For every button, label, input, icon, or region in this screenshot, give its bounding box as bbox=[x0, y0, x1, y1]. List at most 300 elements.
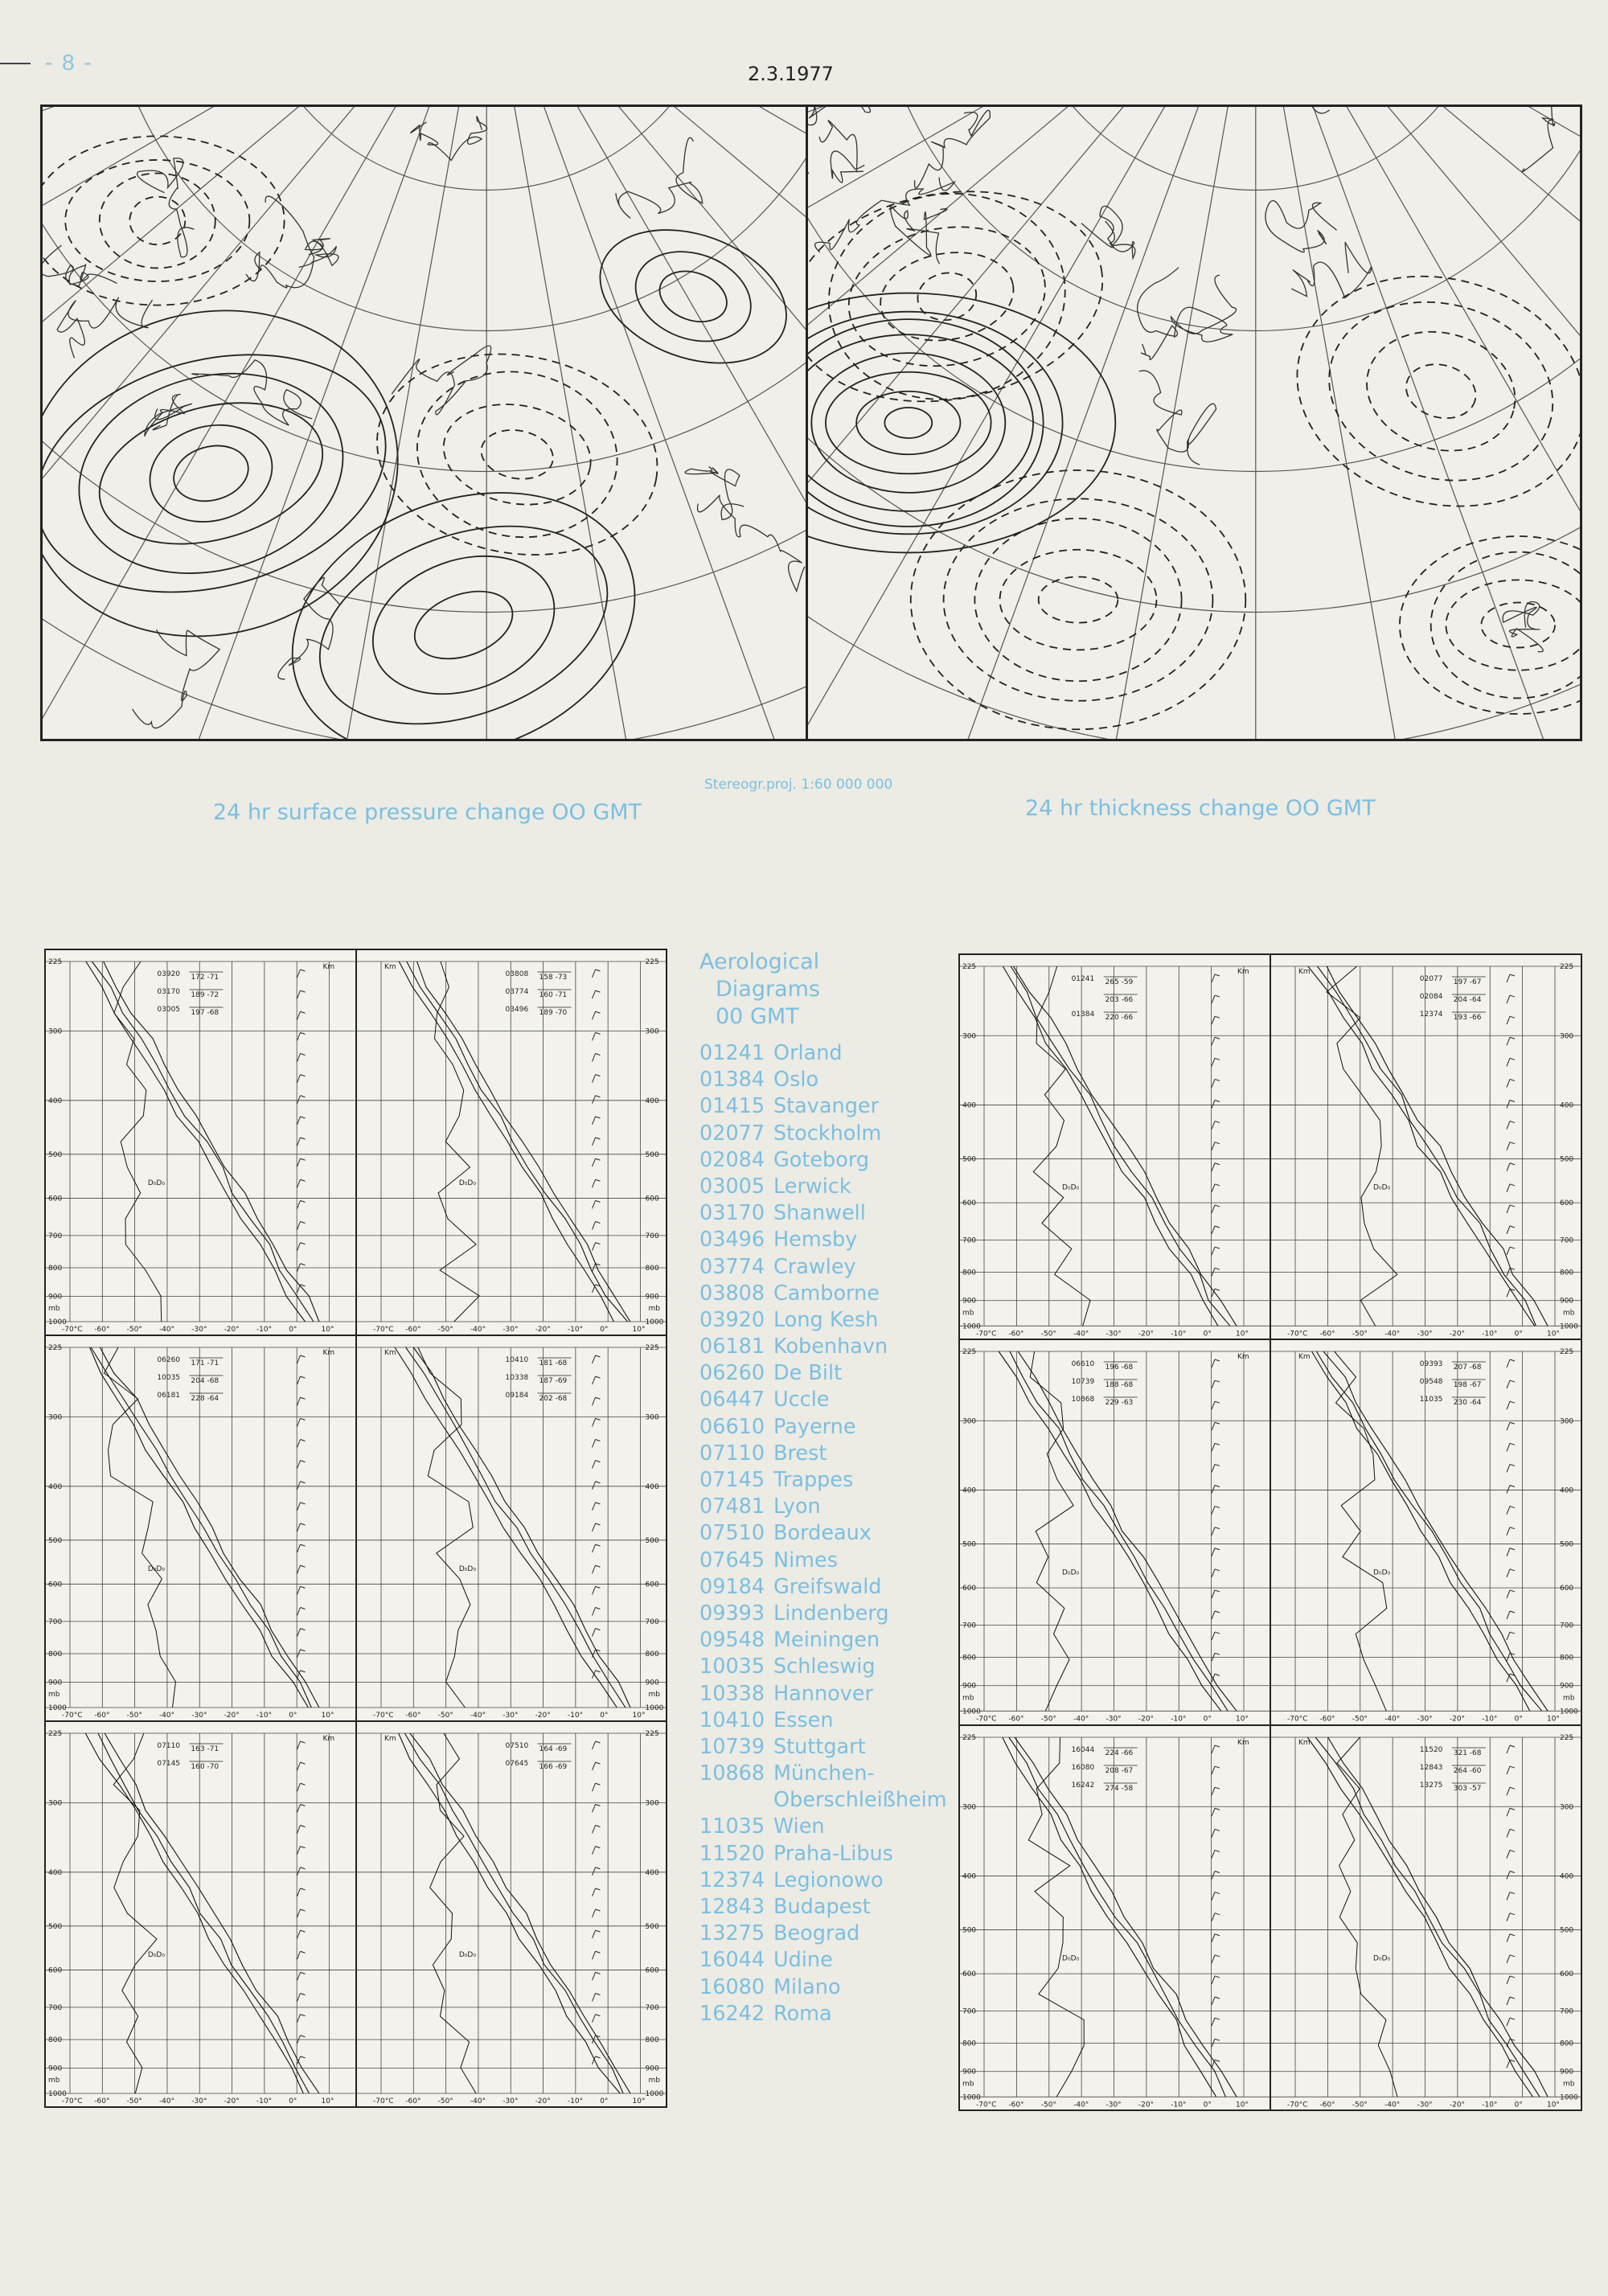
diagram-wind-value: 220 -66 bbox=[1105, 1013, 1134, 1022]
pressure-label: 700 bbox=[1559, 1622, 1574, 1630]
temperature-label: -20° bbox=[1138, 1715, 1155, 1724]
km-label: Km bbox=[384, 1735, 396, 1743]
diagram-station-code: 03774 bbox=[505, 988, 528, 996]
station-entry bbox=[699, 1654, 957, 1680]
pressure-label: 600 bbox=[962, 1970, 977, 1978]
diagram-wind-value: 181 -68 bbox=[539, 1359, 567, 1367]
pressure-label: 225 bbox=[645, 1344, 659, 1352]
pressure-label: 225 bbox=[1559, 1733, 1574, 1742]
station-name: Long Kesh bbox=[773, 1307, 879, 1332]
temperature-label: 10° bbox=[632, 1712, 645, 1720]
diagram-plot bbox=[46, 1336, 355, 1720]
diagram-wind-value: 265 -59 bbox=[1105, 978, 1134, 986]
km-label: Km bbox=[384, 963, 396, 971]
station-code: 06260 bbox=[699, 1361, 765, 1386]
pressure-unit-label: mb bbox=[1562, 1309, 1575, 1318]
pressure-label: 900 bbox=[48, 1293, 63, 1302]
pressure-label: 1000 bbox=[645, 1318, 663, 1326]
station-name: Nimes bbox=[773, 1548, 838, 1572]
diagram-station-code: 07645 bbox=[505, 1760, 528, 1768]
station-entry bbox=[699, 1093, 957, 1120]
pressure-unit-label: mb bbox=[1562, 2079, 1575, 2088]
diagram-station-code: 09393 bbox=[1419, 1360, 1443, 1369]
station-name: Uccle bbox=[773, 1388, 830, 1412]
station-code: 10868 bbox=[699, 1761, 765, 1786]
station-name: Hannover bbox=[773, 1681, 873, 1706]
station-entry bbox=[699, 1040, 957, 1067]
pressure-label: 700 bbox=[645, 1232, 659, 1240]
dew-point-label: D₀D₀ bbox=[1062, 1954, 1080, 1962]
diagram-station-code: 16242 bbox=[1071, 1781, 1095, 1790]
temperature-label: -70°C bbox=[372, 1712, 393, 1720]
station-name: Beograd bbox=[773, 1921, 860, 1946]
diagram-plot bbox=[46, 950, 355, 1335]
diagram-station-code: 06181 bbox=[157, 1392, 181, 1400]
station-entry bbox=[699, 1494, 957, 1520]
station-name: Goteborg bbox=[773, 1147, 870, 1172]
temperature-label: -30° bbox=[1106, 1715, 1122, 1724]
pressure-label: 700 bbox=[645, 2003, 659, 2012]
pressure-label: 400 bbox=[645, 1482, 659, 1491]
diagram-wind-value: 274 -58 bbox=[1105, 1784, 1134, 1793]
diagram-station-code: 09184 bbox=[505, 1392, 528, 1400]
pressure-label: 1000 bbox=[645, 2090, 663, 2098]
pressure-label: 800 bbox=[645, 2036, 659, 2044]
station-entry bbox=[699, 1814, 957, 1840]
aerological-diagram bbox=[958, 1724, 1271, 2111]
station-code: 12843 bbox=[699, 1895, 765, 1920]
temperature-label: -70°C bbox=[62, 1326, 83, 1334]
station-entry bbox=[699, 1147, 957, 1174]
station-entry bbox=[699, 1307, 957, 1334]
temperature-label: -60° bbox=[94, 1326, 110, 1334]
pressure-label: 300 bbox=[48, 1799, 63, 1808]
diagram-station-code: 16044 bbox=[1071, 1745, 1095, 1754]
station-name: Wien bbox=[773, 1814, 825, 1839]
temperature-label: 10° bbox=[321, 1326, 334, 1334]
temperature-label: -40° bbox=[1384, 1715, 1401, 1724]
temperature-label: 10° bbox=[1235, 1330, 1249, 1339]
pressure-label: 500 bbox=[1559, 1155, 1574, 1164]
pressure-label: 400 bbox=[962, 1101, 977, 1110]
station-entry bbox=[699, 1734, 957, 1761]
diagram-wind-value: 160 -70 bbox=[191, 1763, 219, 1771]
diagram-wind-value: 197 -67 bbox=[1453, 978, 1482, 986]
temperature-label: -30° bbox=[502, 1326, 518, 1334]
temperature-label: -30° bbox=[1417, 1715, 1433, 1724]
dew-point-label: D₀D₀ bbox=[458, 1950, 476, 1959]
diagram-wind-value: 224 -66 bbox=[1105, 1749, 1134, 1757]
temperature-label: -60° bbox=[94, 2097, 110, 2105]
station-entry bbox=[699, 1841, 957, 1868]
diagram-wind-value: 303 -57 bbox=[1453, 1784, 1482, 1793]
station-name: Meiningen bbox=[773, 1628, 880, 1653]
temperature-label: -60° bbox=[404, 1326, 421, 1334]
station-code: 03496 bbox=[699, 1228, 765, 1253]
temperature-label: -50° bbox=[126, 1326, 142, 1334]
station-name: Stockholm bbox=[773, 1121, 882, 1146]
station-entry bbox=[699, 1227, 957, 1253]
pressure-label: 900 bbox=[1559, 1683, 1574, 1691]
surface-pressure-change-map bbox=[40, 105, 810, 741]
diagram-station-code: 03808 bbox=[505, 970, 528, 978]
legend-title-line2: Diagrams bbox=[716, 977, 820, 1002]
station-name: Camborne bbox=[773, 1281, 880, 1306]
temperature-label: 0° bbox=[289, 1326, 297, 1334]
pressure-label: 700 bbox=[48, 2003, 63, 2012]
station-name: Oslo bbox=[773, 1068, 819, 1093]
station-legend bbox=[699, 949, 957, 2027]
pressure-label: 1000 bbox=[48, 1318, 67, 1326]
pressure-label: 300 bbox=[962, 1417, 977, 1426]
station-code: 01415 bbox=[699, 1094, 765, 1119]
pressure-label: 225 bbox=[645, 1730, 659, 1738]
station-name: Hemsby bbox=[773, 1228, 858, 1253]
diagram-wind-value: 264 -60 bbox=[1453, 1766, 1482, 1775]
page-number: - 8 - bbox=[45, 50, 93, 75]
station-code: 09393 bbox=[699, 1601, 765, 1626]
aerological-diagrams-left bbox=[44, 949, 666, 2106]
temperature-label: -20° bbox=[1449, 2100, 1466, 2109]
station-entry bbox=[699, 1441, 957, 1467]
temperature-label: -40° bbox=[470, 1712, 486, 1720]
diagram-station-code: 02077 bbox=[1419, 974, 1443, 983]
pressure-unit-label: mb bbox=[648, 1305, 660, 1313]
diagram-wind-value: 189 -70 bbox=[539, 1009, 567, 1017]
pressure-label: 400 bbox=[1559, 1872, 1574, 1881]
dew-point-label: D₀D₀ bbox=[1373, 1183, 1391, 1192]
temperature-label: -60° bbox=[404, 1712, 421, 1720]
pressure-label: 400 bbox=[962, 1486, 977, 1495]
dew-point-label: D₀D₀ bbox=[147, 1179, 165, 1187]
temperature-label: 0° bbox=[289, 2097, 297, 2105]
diagram-station-code: 06260 bbox=[157, 1356, 181, 1364]
station-code: 07510 bbox=[699, 1521, 765, 1546]
temperature-label: -70°C bbox=[62, 2097, 83, 2105]
station-code: 16044 bbox=[699, 1948, 765, 1973]
page-date: 2.3.1977 bbox=[748, 63, 834, 85]
aerological-diagram bbox=[1270, 1724, 1582, 2111]
station-name: Brest bbox=[773, 1441, 827, 1466]
diagram-wind-value: 228 -64 bbox=[191, 1395, 219, 1403]
temperature-label: -20° bbox=[535, 2097, 551, 2105]
km-label: Km bbox=[1237, 1353, 1249, 1362]
aerological-diagram bbox=[355, 1335, 668, 1722]
pressure-label: 300 bbox=[645, 1413, 659, 1422]
aerological-diagram bbox=[958, 953, 1271, 1340]
temperature-label: -50° bbox=[1352, 1330, 1368, 1339]
temperature-label: 0° bbox=[599, 2097, 608, 2105]
station-entry bbox=[699, 1708, 957, 1734]
pressure-label: 400 bbox=[645, 1097, 659, 1105]
temperature-label: -50° bbox=[437, 1712, 453, 1720]
temperature-label: -70°C bbox=[1287, 1715, 1308, 1724]
pressure-label: 500 bbox=[48, 1536, 63, 1545]
temperature-label: 10° bbox=[1235, 1715, 1249, 1724]
diagram-wind-value: 208 -67 bbox=[1105, 1766, 1134, 1775]
pressure-label: 500 bbox=[645, 1536, 659, 1545]
diagram-station-code: 01241 bbox=[1071, 974, 1095, 983]
station-code: 12374 bbox=[699, 1868, 765, 1892]
pressure-label: 1000 bbox=[1559, 2093, 1578, 2101]
pressure-label: 225 bbox=[48, 958, 63, 966]
station-entry bbox=[699, 2001, 957, 2027]
temperature-label: -30° bbox=[502, 1712, 518, 1720]
station-name: Roma bbox=[773, 2001, 832, 2026]
temperature-label: -20° bbox=[1138, 1330, 1155, 1339]
pressure-label: 700 bbox=[645, 1617, 659, 1626]
temperature-label: 10° bbox=[1546, 1330, 1560, 1339]
projection-note: Stereogr.proj. 1:60 000 000 bbox=[704, 777, 893, 793]
pressure-label: 1000 bbox=[645, 1704, 663, 1712]
station-code: 02084 bbox=[699, 1147, 765, 1172]
station-entry bbox=[699, 1360, 957, 1387]
station-entry bbox=[699, 1067, 957, 1093]
aerological-diagram bbox=[355, 949, 668, 1336]
temperature-label: -40° bbox=[158, 1326, 175, 1334]
pressure-label: 700 bbox=[962, 2007, 977, 2016]
pressure-label: 900 bbox=[1559, 1297, 1574, 1306]
station-code: 11520 bbox=[699, 1841, 765, 1866]
dew-point-label: D₀D₀ bbox=[458, 1179, 476, 1187]
diagram-station-code: 09548 bbox=[1419, 1378, 1443, 1387]
diagram-station-code: 13275 bbox=[1419, 1781, 1443, 1790]
temperature-label: -20° bbox=[1449, 1330, 1466, 1339]
pressure-label: 600 bbox=[645, 1581, 659, 1589]
temperature-label: -20° bbox=[1138, 2100, 1155, 2109]
pressure-label: 300 bbox=[1559, 1802, 1574, 1811]
temperature-label: 10° bbox=[1546, 2100, 1560, 2109]
temperature-label: -10° bbox=[1171, 2100, 1187, 2109]
pressure-label: 1000 bbox=[1559, 1708, 1578, 1716]
diagram-station-code: 07510 bbox=[505, 1742, 528, 1750]
diagram-station-code: 06610 bbox=[1071, 1360, 1095, 1369]
pressure-label: 225 bbox=[1559, 1348, 1574, 1357]
temperature-label: -20° bbox=[535, 1712, 551, 1720]
pressure-label: 900 bbox=[645, 2064, 659, 2073]
diagram-wind-value: 207 -68 bbox=[1453, 1363, 1482, 1372]
pressure-label: 500 bbox=[48, 1922, 63, 1931]
temperature-label: 10° bbox=[1546, 1715, 1560, 1724]
temperature-label: -20° bbox=[535, 1326, 551, 1334]
pressure-label: 600 bbox=[1559, 1970, 1574, 1978]
station-entry bbox=[699, 1520, 957, 1547]
station-entry bbox=[699, 1894, 957, 1921]
km-label: Km bbox=[1237, 967, 1249, 976]
station-name: Greifswald bbox=[773, 1574, 882, 1599]
station-entry bbox=[699, 1414, 957, 1441]
legend-title-line3: 00 GMT bbox=[716, 1004, 799, 1029]
diagram-plot bbox=[1271, 1340, 1581, 1724]
diagram-wind-value: 321 -68 bbox=[1453, 1749, 1482, 1757]
pressure-unit-label: mb bbox=[1562, 1694, 1575, 1703]
station-entry bbox=[699, 1974, 957, 2001]
dew-point-label: D₀D₀ bbox=[1373, 1568, 1391, 1577]
station-code: 10035 bbox=[699, 1654, 765, 1679]
station-code: 03005 bbox=[699, 1174, 765, 1199]
pressure-label: 900 bbox=[48, 2064, 63, 2073]
station-code: 01241 bbox=[699, 1041, 765, 1065]
km-label: Km bbox=[1298, 1738, 1311, 1747]
temperature-label: 10° bbox=[632, 2097, 645, 2105]
temperature-label: -40° bbox=[1073, 2100, 1089, 2109]
pressure-label: 900 bbox=[962, 1683, 977, 1691]
temperature-label: -40° bbox=[1073, 1715, 1089, 1724]
station-entry bbox=[699, 1121, 957, 1147]
pressure-label: 300 bbox=[48, 1027, 63, 1036]
station-code: 06610 bbox=[699, 1414, 765, 1439]
km-label: Km bbox=[1298, 967, 1311, 976]
station-entry bbox=[699, 1681, 957, 1708]
temperature-label: -10° bbox=[256, 2097, 273, 2105]
pressure-label: 400 bbox=[1559, 1101, 1574, 1110]
station-code: 03170 bbox=[699, 1201, 765, 1226]
pressure-unit-label: mb bbox=[48, 1691, 60, 1699]
station-name: Udine bbox=[773, 1948, 833, 1973]
pressure-label: 225 bbox=[962, 1733, 977, 1742]
map-drawing bbox=[43, 107, 808, 739]
station-code: 06181 bbox=[699, 1335, 765, 1359]
temperature-label: -60° bbox=[94, 1712, 110, 1720]
temperature-label: -60° bbox=[1319, 1715, 1335, 1724]
aerological-diagrams-right bbox=[958, 953, 1581, 2109]
dew-point-label: D₀D₀ bbox=[147, 1564, 165, 1573]
temperature-label: -10° bbox=[1171, 1715, 1187, 1724]
pressure-label: 300 bbox=[962, 1802, 977, 1811]
station-code: 16080 bbox=[699, 1974, 765, 1999]
temperature-label: -50° bbox=[1352, 2100, 1368, 2109]
pressure-label: 900 bbox=[48, 1679, 63, 1687]
station-name: Lyon bbox=[773, 1494, 821, 1519]
pressure-label: 800 bbox=[645, 1650, 659, 1658]
station-code: 03774 bbox=[699, 1254, 765, 1279]
temperature-label: -50° bbox=[1040, 1330, 1056, 1339]
pressure-label: 1000 bbox=[962, 2093, 981, 2101]
temperature-label: 0° bbox=[1203, 2100, 1212, 2109]
station-entry bbox=[699, 1548, 957, 1574]
diagram-station-code: 03005 bbox=[157, 1006, 181, 1014]
temperature-label: -60° bbox=[1319, 1330, 1335, 1339]
temperature-label: -10° bbox=[1482, 1330, 1498, 1339]
pressure-label: 400 bbox=[48, 1097, 63, 1105]
temperature-label: -30° bbox=[1106, 1330, 1122, 1339]
station-entry bbox=[699, 1601, 957, 1627]
temperature-label: -10° bbox=[567, 2097, 583, 2105]
dew-point-label: D₀D₀ bbox=[1373, 1954, 1391, 1962]
station-code: 01384 bbox=[699, 1068, 765, 1093]
temperature-label: -10° bbox=[1482, 1715, 1498, 1724]
station-entry bbox=[699, 1574, 957, 1601]
temperature-label: -30° bbox=[1417, 2100, 1433, 2109]
diagram-station-code: 12374 bbox=[1419, 1010, 1443, 1019]
temperature-label: -50° bbox=[126, 2097, 142, 2105]
station-code: 10338 bbox=[699, 1681, 765, 1706]
temperature-label: 0° bbox=[599, 1712, 608, 1720]
station-name: Stavanger bbox=[773, 1094, 880, 1119]
pressure-label: 1000 bbox=[962, 1708, 981, 1716]
pressure-label: 800 bbox=[1559, 1654, 1574, 1663]
pressure-label: 800 bbox=[48, 2036, 63, 2044]
pressure-label: 700 bbox=[48, 1232, 63, 1240]
temperature-label: -10° bbox=[1482, 2100, 1498, 2109]
temperature-label: -40° bbox=[1384, 1330, 1401, 1339]
pressure-label: 300 bbox=[1559, 1417, 1574, 1426]
pressure-label: 500 bbox=[48, 1150, 63, 1159]
pressure-label: 1000 bbox=[48, 1704, 67, 1712]
pressure-label: 700 bbox=[1559, 1236, 1574, 1245]
station-entry bbox=[699, 1627, 957, 1654]
station-code: 10410 bbox=[699, 1708, 765, 1732]
diagram-wind-value: 166 -69 bbox=[539, 1763, 567, 1771]
station-name: Payerne bbox=[773, 1414, 856, 1439]
temperature-label: -70°C bbox=[1287, 1330, 1308, 1339]
pressure-label: 700 bbox=[1559, 2007, 1574, 2016]
temperature-label: -10° bbox=[1171, 1330, 1187, 1339]
pressure-label: 300 bbox=[1559, 1032, 1574, 1041]
temperature-label: 0° bbox=[599, 1326, 608, 1334]
temperature-label: -30° bbox=[1106, 2100, 1122, 2109]
diagram-plot bbox=[960, 1340, 1270, 1724]
diagram-plot bbox=[960, 1726, 1270, 2109]
station-name: München- Oberschleißheim bbox=[773, 1761, 947, 1813]
diagram-wind-value: 160 -71 bbox=[539, 991, 567, 999]
pressure-label: 400 bbox=[48, 1868, 63, 1877]
pressure-label: 500 bbox=[962, 1540, 977, 1549]
pressure-label: 500 bbox=[962, 1926, 977, 1935]
station-code: 09184 bbox=[699, 1574, 765, 1599]
temperature-label: 10° bbox=[321, 1712, 334, 1720]
temperature-label: 10° bbox=[321, 2097, 334, 2105]
aerological-diagram bbox=[44, 1335, 357, 1722]
pressure-label: 800 bbox=[645, 1264, 659, 1273]
pressure-label: 900 bbox=[645, 1293, 659, 1302]
temperature-label: -30° bbox=[1417, 1330, 1433, 1339]
diagram-wind-value: 172 -71 bbox=[191, 974, 219, 982]
temperature-label: -20° bbox=[1449, 1715, 1466, 1724]
temperature-label: -20° bbox=[224, 1712, 240, 1720]
temperature-label: -70°C bbox=[976, 1715, 997, 1724]
diagram-wind-value: 171 -71 bbox=[191, 1359, 219, 1367]
diagram-wind-value: 163 -71 bbox=[191, 1745, 219, 1753]
pressure-label: 400 bbox=[48, 1482, 63, 1491]
station-code: 03920 bbox=[699, 1307, 765, 1332]
right-map-caption: 24 hr thickness change OO GMT bbox=[1025, 796, 1376, 821]
station-entry bbox=[699, 1947, 957, 1974]
diagram-wind-value: 189 -72 bbox=[191, 991, 219, 999]
diagram-station-code: 03920 bbox=[157, 970, 181, 978]
diagram-wind-value: 196 -68 bbox=[1105, 1363, 1134, 1372]
station-entry bbox=[699, 1334, 957, 1360]
station-name: Schleswig bbox=[773, 1654, 876, 1679]
temperature-label: -70°C bbox=[976, 2100, 997, 2109]
diagram-station-code: 11035 bbox=[1419, 1396, 1443, 1404]
temperature-label: -50° bbox=[1040, 2100, 1056, 2109]
station-entry bbox=[699, 1200, 957, 1227]
station-entry bbox=[699, 1281, 957, 1307]
temperature-label: -50° bbox=[126, 1712, 142, 1720]
diagram-station-code: 10035 bbox=[157, 1374, 181, 1382]
pressure-label: 800 bbox=[962, 2040, 977, 2048]
pressure-unit-label: mb bbox=[962, 2079, 974, 2088]
pressure-label: 600 bbox=[48, 1195, 63, 1203]
pressure-label: 1000 bbox=[962, 1322, 981, 1331]
station-name: Essen bbox=[773, 1708, 834, 1732]
pressure-label: 225 bbox=[645, 958, 659, 966]
temperature-label: -40° bbox=[470, 2097, 486, 2105]
station-name: Legionowo bbox=[773, 1868, 884, 1892]
km-label: Km bbox=[322, 1735, 335, 1743]
pressure-label: 1000 bbox=[1559, 1322, 1578, 1331]
